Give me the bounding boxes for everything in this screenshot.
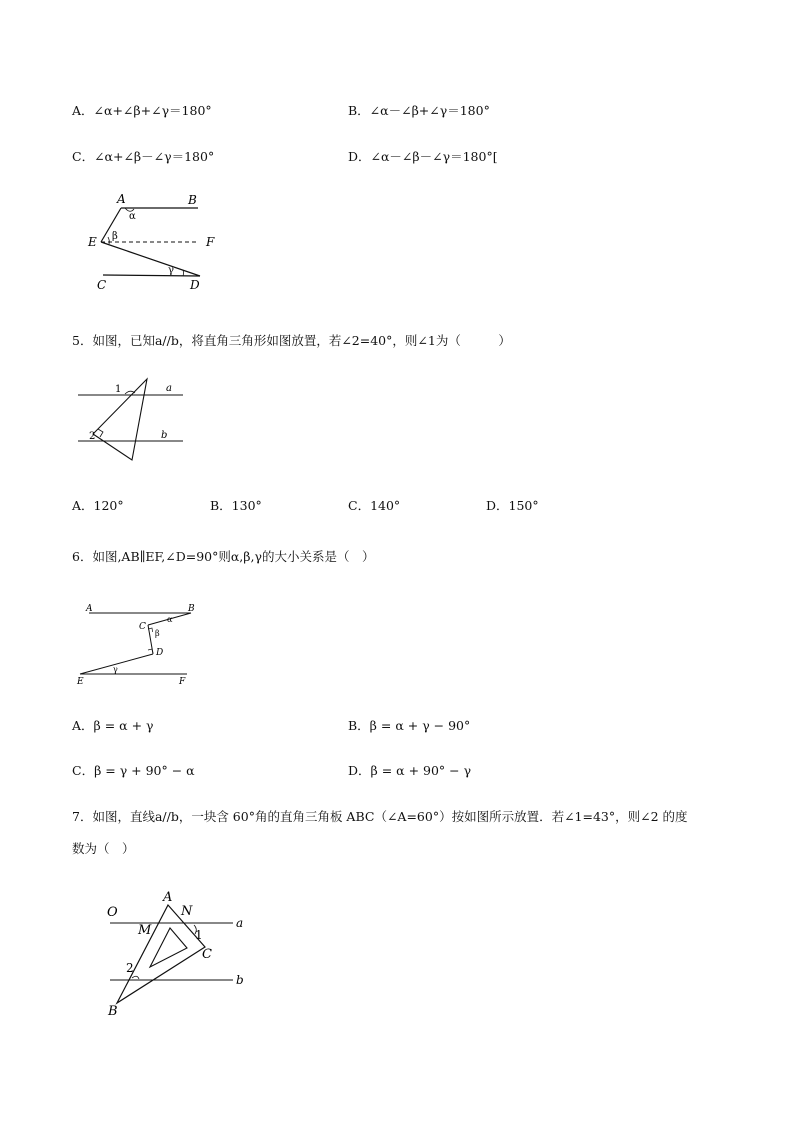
label-alpha: α <box>167 615 173 624</box>
label-N: N <box>181 904 193 919</box>
label-C: C <box>97 278 107 292</box>
q6-stem: 6．如图,AB∥EF,∠D=90°则α,β,γ的大小关系是（ ） <box>72 549 375 564</box>
q6-figure <box>75 598 200 688</box>
label-alpha: α <box>129 211 136 222</box>
q6-option-b: B．β = α + γ − 90° <box>348 718 471 733</box>
label-A: A <box>163 890 173 905</box>
triangle-outer <box>117 905 205 1003</box>
label-F: F <box>206 235 215 249</box>
q5-stem: 5．如图，已知a//b，将直角三角形如图放置，若∠2=40°，则∠1为（ ） <box>72 333 511 348</box>
label-2: 2 <box>126 961 134 975</box>
q5-option-b: B．130° <box>210 498 262 513</box>
triangle-inner <box>150 928 187 967</box>
label-a: a <box>166 383 172 394</box>
label-2: 2 <box>89 431 96 442</box>
label-M: M <box>138 923 152 938</box>
q6-option-a: A．β = α + γ <box>72 718 154 733</box>
label-C: C <box>202 947 212 962</box>
right-angle-mark <box>98 429 103 437</box>
label-gamma: γ <box>168 265 174 276</box>
q4-option-a: A．∠α+∠β+∠γ＝180° <box>72 103 212 118</box>
label-D: D <box>190 278 200 292</box>
line-ae <box>101 208 121 242</box>
q4-option-c: C．∠α+∠β－∠γ＝180° <box>72 149 215 164</box>
label-beta: β <box>112 231 118 242</box>
label-B: B <box>188 193 197 207</box>
q7-figure <box>98 885 258 1020</box>
q5-figure <box>75 375 190 465</box>
q4-figure <box>80 188 230 298</box>
label-b: b <box>161 430 168 441</box>
line-cd <box>103 275 200 276</box>
label-A: A <box>86 604 93 614</box>
label-B: B <box>188 604 195 614</box>
label-B: B <box>108 1004 118 1019</box>
label-E: E <box>77 677 84 687</box>
q4-option-b: B．∠α－∠β+∠γ＝180° <box>348 103 490 118</box>
label-E: E <box>88 235 97 249</box>
label-gamma: γ <box>113 665 118 674</box>
q6-option-d: D．β = α + 90° − γ <box>348 763 472 778</box>
line-ed <box>101 242 200 276</box>
label-A: A <box>117 192 126 206</box>
q5-option-c: C．140° <box>348 498 401 513</box>
q6-option-c: C．β = γ + 90° − α <box>72 763 195 778</box>
q7-stem-line-2: 数为（ ） <box>72 841 135 856</box>
label-1: 1 <box>115 384 122 395</box>
angle-beta-arc <box>108 237 109 244</box>
label-F: F <box>179 677 186 687</box>
q7-stem-line-1: 7．如图，直线a//b，一块含 60°角的直角三角板 ABC（∠A=60°）按如图所示放置．若∠1=43°，则∠2 的度 <box>72 809 688 824</box>
label-O: O <box>107 905 118 920</box>
label-D: D <box>156 648 164 658</box>
label-C: C <box>139 622 146 632</box>
angle-gamma-arc <box>183 270 184 276</box>
q4-option-d: D．∠α－∠β－∠γ＝180°[ <box>348 149 498 164</box>
label-b: b <box>236 973 244 987</box>
q5-option-d: D．150° <box>486 498 539 513</box>
label-1: 1 <box>195 928 203 942</box>
angle-2-arc <box>132 976 139 979</box>
q5-option-a: A．120° <box>72 498 124 513</box>
label-beta: β <box>155 629 160 638</box>
label-a: a <box>236 916 244 930</box>
